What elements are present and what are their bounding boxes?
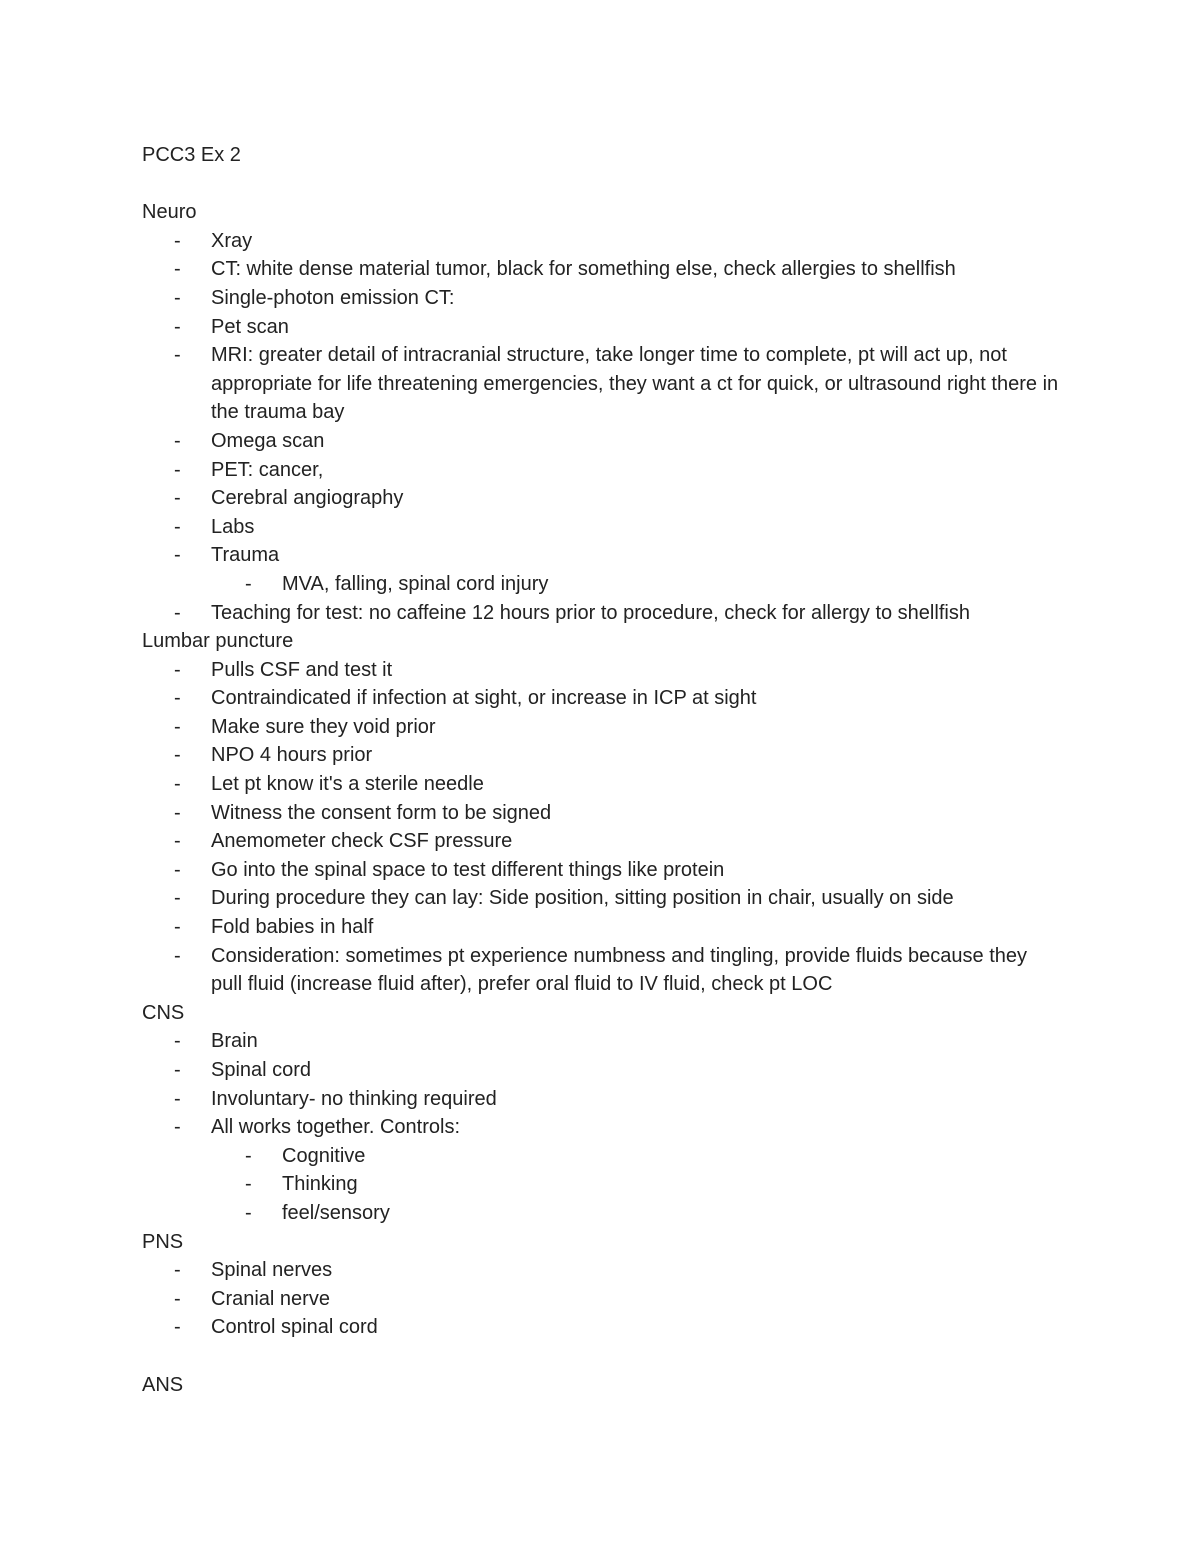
bullet-dash: - (174, 229, 181, 252)
list-item-text: Cranial nerve (211, 1287, 330, 1310)
bullet-dash: - (174, 544, 181, 567)
list-item (142, 456, 1062, 485)
bullet-dash: - (174, 715, 181, 738)
list-item-text: Pet scan (211, 315, 289, 338)
list-item-text: NPO 4 hours prior (211, 744, 373, 767)
bullet-dash: - (174, 1259, 181, 1282)
list-item-text: Witness the consent form to be signed (211, 801, 552, 824)
sub-list-item-text: Cognitive (282, 1144, 366, 1167)
list-item-text: Brain (211, 1030, 258, 1053)
list-item-text: Pulls CSF and test it (211, 658, 393, 681)
list-item-text: Labs (211, 515, 255, 538)
list-item (142, 741, 1062, 770)
bullet-dash: - (174, 1030, 181, 1053)
section-heading: ANS (142, 1373, 184, 1396)
list-item-text: Fold babies in half (211, 916, 374, 939)
list-item (142, 656, 1062, 685)
list-item (142, 913, 1062, 942)
bullet-dash: - (174, 687, 181, 710)
bullet-dash: - (174, 801, 181, 824)
list-item-text: Cerebral angiography (211, 487, 404, 510)
list-item (142, 713, 1062, 742)
bullet-dash: - (174, 887, 181, 910)
bullet-dash: - (245, 1144, 252, 1167)
list-item-text: Teaching for test: no caffeine 12 hours prior to procedure, check for allergy to shellfish (211, 601, 970, 624)
list-item-text: Xray (211, 229, 253, 252)
blank-line (142, 1342, 1062, 1371)
section-heading: CNS (142, 1001, 185, 1024)
list-item-text: PET: cancer, (211, 458, 324, 481)
bullet-dash: - (174, 1087, 181, 1110)
list-item-text: Trauma (211, 544, 280, 567)
list-item (142, 884, 1062, 913)
list-item-text: Involuntary- no thinking required (211, 1087, 497, 1110)
list-item (142, 1285, 1062, 1314)
bullet-dash: - (174, 315, 181, 338)
list-item (142, 227, 1062, 256)
list-item (142, 770, 1062, 799)
bullet-dash: - (245, 572, 252, 595)
list-item-text: Omega scan (211, 429, 325, 452)
sub-list-item-text: feel/sensory (282, 1201, 390, 1224)
list-item (142, 341, 1062, 427)
bullet-dash: - (245, 1173, 252, 1196)
list-item-text: All works together. Controls: (211, 1116, 460, 1139)
list-item (142, 942, 1062, 999)
list-item (142, 1027, 1062, 1056)
bullet-dash: - (245, 1201, 252, 1224)
list-item (142, 1313, 1062, 1342)
list-item-text: During procedure they can lay: Side position, sitting position in chair, usually on side (211, 887, 954, 910)
list-item (142, 484, 1062, 513)
bullet-dash: - (174, 458, 181, 481)
sub-list-item (142, 1199, 1062, 1228)
list-item (142, 799, 1062, 828)
bullet-dash: - (174, 1316, 181, 1339)
list-item-text: Spinal nerves (211, 1259, 333, 1282)
bullet-dash: - (174, 258, 181, 281)
list-item-text: Anemometer check CSF pressure (211, 830, 513, 853)
list-item-text: Consideration: sometimes pt experience numbness and tingling, provide fluids because they pull fluid (increase fluid after), prefer oral fluid to IV fluid, check pt LOC (211, 944, 1028, 996)
list-item (142, 427, 1062, 456)
sub-list-item (142, 1142, 1062, 1171)
list-item (142, 827, 1062, 856)
sub-list-item-text: MVA, falling, spinal cord injury (282, 572, 549, 595)
sub-list-item-text: Thinking (282, 1173, 358, 1196)
list-item-text: Go into the spinal space to test different things like protein (211, 858, 725, 881)
list-item (142, 513, 1062, 542)
list-item-text: CT: white dense material tumor, black for something else, check allergies to shellfish (211, 258, 956, 281)
bullet-dash: - (174, 1116, 181, 1139)
bullet-dash: - (174, 773, 181, 796)
bullet-dash: - (174, 344, 181, 367)
document-body (142, 198, 1062, 1399)
sub-list-item (142, 1170, 1062, 1199)
bullet-dash: - (174, 744, 181, 767)
list-item-text: Spinal cord (211, 1059, 312, 1081)
list-item-text: Single-photon emission CT: (211, 286, 455, 309)
list-item-text: Control spinal cord (211, 1316, 378, 1339)
bullet-dash: - (174, 658, 181, 681)
bullet-dash: - (174, 429, 181, 452)
list-item (142, 1056, 1062, 1085)
document-page (142, 141, 1062, 1399)
bullet-dash: - (174, 487, 181, 510)
document-title: PCC3 Ex 2 (142, 144, 241, 166)
section-heading: Neuro (142, 201, 197, 224)
list-item (142, 856, 1062, 885)
bullet-dash: - (174, 830, 181, 853)
list-item (142, 284, 1062, 313)
list-item (142, 1113, 1062, 1142)
list-item (142, 255, 1062, 284)
section-heading: Lumbar puncture (142, 630, 294, 653)
bullet-dash: - (174, 601, 181, 624)
list-item-text: Make sure they void prior (211, 715, 436, 738)
list-item (142, 541, 1062, 570)
list-item-text: MRI: greater detail of intracranial structure, take longer time to complete, pt will act up, not appropriate for life threatening emergencies, they want a ct for quick, or ultrasound right there in the trauma bay (211, 344, 1059, 424)
list-item (142, 599, 1062, 628)
section-heading: PNS (142, 1230, 184, 1253)
list-item-text: Let pt know it's a sterile needle (211, 773, 484, 796)
list-item (142, 1085, 1062, 1114)
bullet-dash: - (174, 944, 181, 967)
bullet-dash: - (174, 916, 181, 939)
bullet-dash: - (174, 286, 181, 309)
bullet-dash: - (174, 1287, 181, 1310)
bullet-dash: - (174, 858, 181, 881)
sub-list-item (142, 570, 1062, 599)
bullet-dash: - (174, 515, 181, 538)
list-item-text: Contraindicated if infection at sight, or increase in ICP at sight (211, 687, 757, 710)
list-item (142, 1256, 1062, 1285)
list-item (142, 684, 1062, 713)
bullet-dash: - (174, 1059, 181, 1081)
list-item (142, 313, 1062, 342)
